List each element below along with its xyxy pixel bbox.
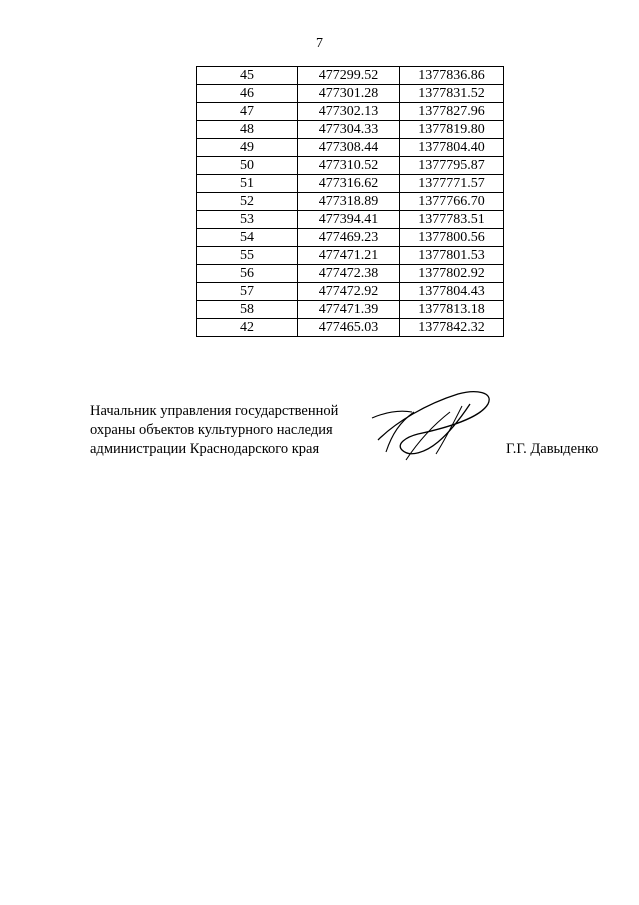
table-row [197, 103, 504, 121]
signatory-title-line-2: охраны объектов культурного наследия [90, 422, 333, 438]
signatory-title [90, 402, 338, 459]
point-number-cell: 51 [197, 175, 298, 193]
x-coordinate-cell: 477318.89 [298, 193, 400, 211]
y-coordinate-cell: 1377795.87 [400, 157, 504, 175]
coordinates-table [196, 66, 504, 337]
table-row [197, 157, 504, 175]
point-number-cell: 50 [197, 157, 298, 175]
x-coordinate-cell: 477394.41 [298, 211, 400, 229]
x-coordinate-cell: 477308.44 [298, 139, 400, 157]
point-number-cell: 46 [197, 85, 298, 103]
point-number-cell: 47 [197, 103, 298, 121]
table-row [197, 121, 504, 139]
point-number-cell: 49 [197, 139, 298, 157]
y-coordinate-cell: 1377766.70 [400, 193, 504, 211]
table-row [197, 283, 504, 301]
page-number: 7 [316, 36, 323, 51]
point-number-cell: 57 [197, 283, 298, 301]
y-coordinate-cell: 1377783.51 [400, 211, 504, 229]
x-coordinate-cell: 477469.23 [298, 229, 400, 247]
table-row [197, 211, 504, 229]
x-coordinate-cell: 477301.28 [298, 85, 400, 103]
x-coordinate-cell: 477472.38 [298, 265, 400, 283]
y-coordinate-cell: 1377801.53 [400, 247, 504, 265]
x-coordinate-cell: 477302.13 [298, 103, 400, 121]
table-row [197, 265, 504, 283]
y-coordinate-cell: 1377836.86 [400, 67, 504, 85]
x-coordinate-cell: 477471.21 [298, 247, 400, 265]
point-number-cell: 53 [197, 211, 298, 229]
table-row [197, 85, 504, 103]
table-row [197, 139, 504, 157]
point-number-cell: 54 [197, 229, 298, 247]
signatory-title-line-3: администрации Краснодарского края [90, 441, 320, 457]
table-row [197, 247, 504, 265]
handwritten-signature [366, 382, 506, 472]
table-row [197, 67, 504, 85]
x-coordinate-cell: 477310.52 [298, 157, 400, 175]
x-coordinate-cell: 477471.39 [298, 301, 400, 319]
x-coordinate-cell: 477304.33 [298, 121, 400, 139]
signatory-name: Г.Г. Давыденко [506, 441, 599, 457]
point-number-cell: 45 [197, 67, 298, 85]
table-row [197, 229, 504, 247]
y-coordinate-cell: 1377802.92 [400, 265, 504, 283]
point-number-cell: 55 [197, 247, 298, 265]
table-row [197, 319, 504, 337]
x-coordinate-cell: 477316.62 [298, 175, 400, 193]
y-coordinate-cell: 1377827.96 [400, 103, 504, 121]
point-number-cell: 48 [197, 121, 298, 139]
table-row [197, 301, 504, 319]
table-row [197, 193, 504, 211]
x-coordinate-cell: 477465.03 [298, 319, 400, 337]
x-coordinate-cell: 477299.52 [298, 67, 400, 85]
signatory-title-line-1: Начальник управления государственной [90, 403, 339, 419]
y-coordinate-cell: 1377804.43 [400, 283, 504, 301]
y-coordinate-cell: 1377804.40 [400, 139, 504, 157]
y-coordinate-cell: 1377842.32 [400, 319, 504, 337]
y-coordinate-cell: 1377800.56 [400, 229, 504, 247]
x-coordinate-cell: 477472.92 [298, 283, 400, 301]
point-number-cell: 42 [197, 319, 298, 337]
y-coordinate-cell: 1377819.80 [400, 121, 504, 139]
point-number-cell: 56 [197, 265, 298, 283]
y-coordinate-cell: 1377771.57 [400, 175, 504, 193]
point-number-cell: 58 [197, 301, 298, 319]
coordinates-table-body [197, 67, 504, 337]
y-coordinate-cell: 1377813.18 [400, 301, 504, 319]
y-coordinate-cell: 1377831.52 [400, 85, 504, 103]
table-row [197, 175, 504, 193]
point-number-cell: 52 [197, 193, 298, 211]
